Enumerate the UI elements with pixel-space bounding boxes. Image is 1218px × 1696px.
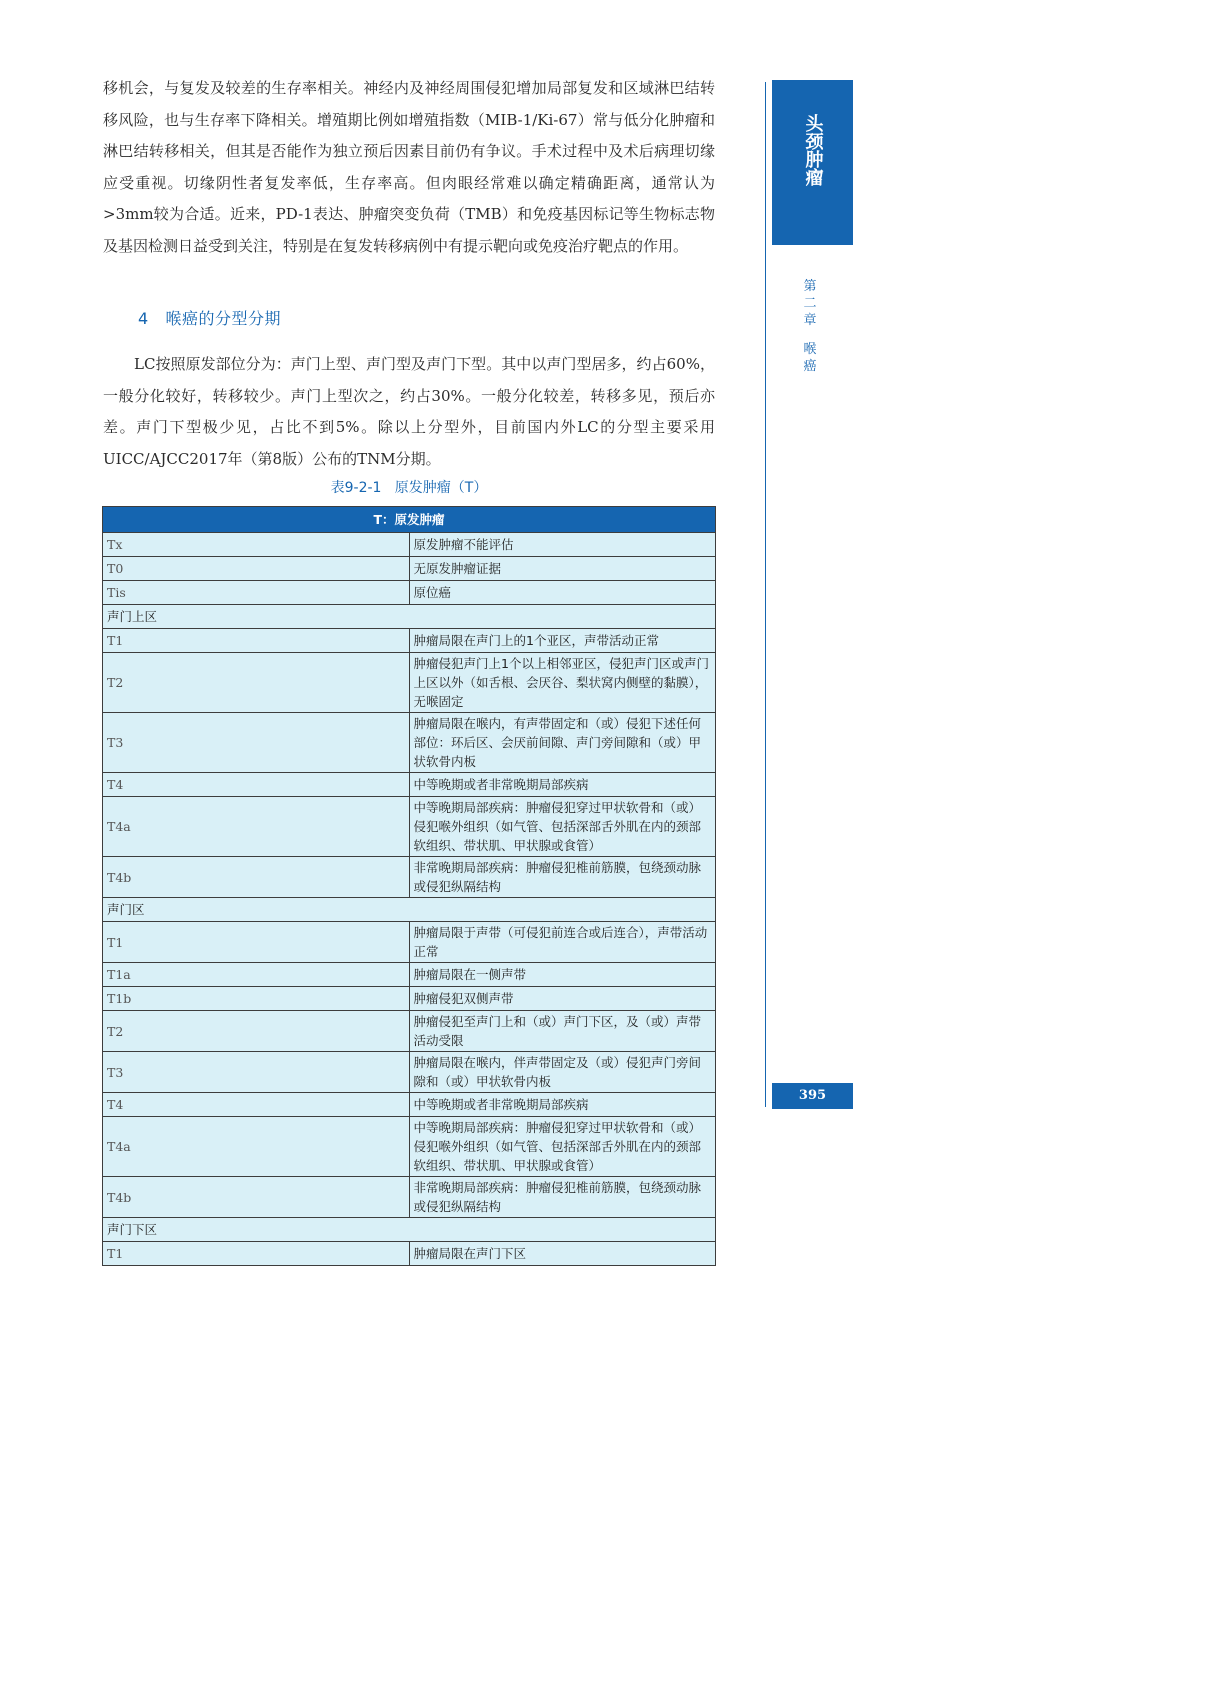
chapter-label: 第 二 章 [803, 279, 817, 328]
stage-description: 肿瘤侵犯声门上1个以上相邻亚区，侵犯声门区或声门上区以外（如舌根、会厌谷、梨状窝内侧壁的黏膜），无喉固定 [409, 653, 716, 713]
stage-description: 肿瘤侵犯至声门上和（或）声门下区，及（或）声带活动受限 [409, 1011, 716, 1052]
table-section-row [103, 898, 716, 922]
table-row [103, 1117, 716, 1177]
stage-code: T2 [103, 653, 410, 713]
tnm-table [102, 506, 716, 1266]
stage-description: 中等晚期或者非常晚期局部疾病 [409, 1093, 716, 1117]
stage-description: 原发肿瘤不能评估 [409, 533, 716, 557]
stage-code: T4b [103, 857, 410, 898]
stage-code: T1 [103, 922, 410, 963]
stage-description: 非常晚期局部疾病：肿瘤侵犯椎前筋膜，包绕颈动脉或侵犯纵隔结构 [409, 1177, 716, 1218]
table-row [103, 797, 716, 857]
table-section-row [103, 1218, 716, 1242]
table-row [103, 857, 716, 898]
table-row [103, 987, 716, 1011]
sidebar-divider [765, 82, 766, 1107]
stage-description: 肿瘤局限在声门下区 [409, 1242, 716, 1266]
table-row [103, 713, 716, 773]
stage-code: T2 [103, 1011, 410, 1052]
chapter-tab-text: 头颈肿瘤 [802, 114, 824, 186]
stage-description: 肿瘤局限在声门上的1个亚区，声带活动正常 [409, 629, 716, 653]
body-paragraph: LC按照原发部位分为：声门上型、声门型及声门下型。其中以声门型居多，约占60%，一般分化较好，转移较少。声门上型次之，约占30%。一般分化较差，转移多见，预后亦差。声门下型极少见，占比不到5%。除以上分型外，目前国内外LC的分型主要采用UICC/AJCC2017年（第8版）公布的TNM分期。 [103, 355, 715, 468]
stage-code: T1b [103, 987, 410, 1011]
stage-code: T1 [103, 629, 410, 653]
stage-code: T4b [103, 1177, 410, 1218]
page-number: 395 [772, 1083, 853, 1109]
stage-description: 中等晚期或者非常晚期局部疾病 [409, 773, 716, 797]
stage-description: 中等晚期局部疾病：肿瘤侵犯穿过甲状软骨和（或）侵犯喉外组织（如气管、包括深部舌外肌在内的颈部软组织、带状肌、甲状腺或食管） [409, 797, 716, 857]
table-row [103, 1052, 716, 1093]
table-row [103, 922, 716, 963]
stage-code: T4 [103, 1093, 410, 1117]
stage-code: T4a [103, 1117, 410, 1177]
stage-code: T0 [103, 557, 410, 581]
stage-description: 无原发肿瘤证据 [409, 557, 716, 581]
chapter-title: 喉 癌 [803, 342, 817, 374]
table-caption: 表9-2-1 原发肿瘤（T） [330, 480, 488, 496]
table-section-label: 声门上区 [103, 605, 716, 629]
stage-code: T3 [103, 713, 410, 773]
table-row [103, 533, 716, 557]
stage-description: 原位癌 [409, 581, 716, 605]
stage-code: T4a [103, 797, 410, 857]
table-row [103, 1242, 716, 1266]
stage-description: 肿瘤局限在喉内，有声带固定和（或）侵犯下述任何部位：环后区、会厌前间隙、声门旁间隙和（或）甲状软骨内板 [409, 713, 716, 773]
stage-code: T4 [103, 773, 410, 797]
table-section-label: 声门区 [103, 898, 716, 922]
stage-code: Tx [103, 533, 410, 557]
stage-code: T3 [103, 1052, 410, 1093]
stage-description: 肿瘤局限在一侧声带 [409, 963, 716, 987]
table-row [103, 1093, 716, 1117]
chapter-tab [772, 80, 853, 245]
table-row [103, 653, 716, 713]
table-row [103, 1011, 716, 1052]
stage-code: Tis [103, 581, 410, 605]
table-row [103, 629, 716, 653]
table-row [103, 581, 716, 605]
table-section-row [103, 605, 716, 629]
body-paragraph: 移机会，与复发及较差的生存率相关。神经内及神经周围侵犯增加局部复发和区域淋巴结转移风险，也与生存率下降相关。增殖期比例如增殖指数（MIB-1/Ki-67）常与低分化肿瘤和淋巴结转移相关，但其是否能作为独立预后因素目前仍有争议。手术过程中及术后病理切缘应受重视。切缘阴性者复发率低，生存率高。但肉眼经常难以确定精确距离，通常认为>3mm较为合适。近来，PD-1表达、肿瘤突变负荷（TMB）和免疫基因标记等生物标志物及基因检测日益受到关注，特别是在复发转移病例中有提示靶向或免疫治疗靶点的作用。 [103, 79, 715, 255]
section-heading: 4 喉癌的分型分期 [138, 309, 281, 328]
table-row [103, 1177, 716, 1218]
stage-description: 肿瘤局限在喉内，伴声带固定及（或）侵犯声门旁间隙和（或）甲状软骨内板 [409, 1052, 716, 1093]
table-header: T：原发肿瘤 [103, 507, 716, 533]
stage-description: 肿瘤侵犯双侧声带 [409, 987, 716, 1011]
stage-code: T1 [103, 1242, 410, 1266]
table-row [103, 557, 716, 581]
stage-code: T1a [103, 963, 410, 987]
table-row [103, 773, 716, 797]
stage-description: 中等晚期局部疾病：肿瘤侵犯穿过甲状软骨和（或）侵犯喉外组织（如气管、包括深部舌外肌在内的颈部软组织、带状肌、甲状腺或食管） [409, 1117, 716, 1177]
stage-description: 肿瘤局限于声带（可侵犯前连合或后连合），声带活动正常 [409, 922, 716, 963]
stage-description: 非常晚期局部疾病：肿瘤侵犯椎前筋膜，包绕颈动脉或侵犯纵隔结构 [409, 857, 716, 898]
table-section-label: 声门下区 [103, 1218, 716, 1242]
table-header-row [103, 507, 716, 533]
table-row [103, 963, 716, 987]
